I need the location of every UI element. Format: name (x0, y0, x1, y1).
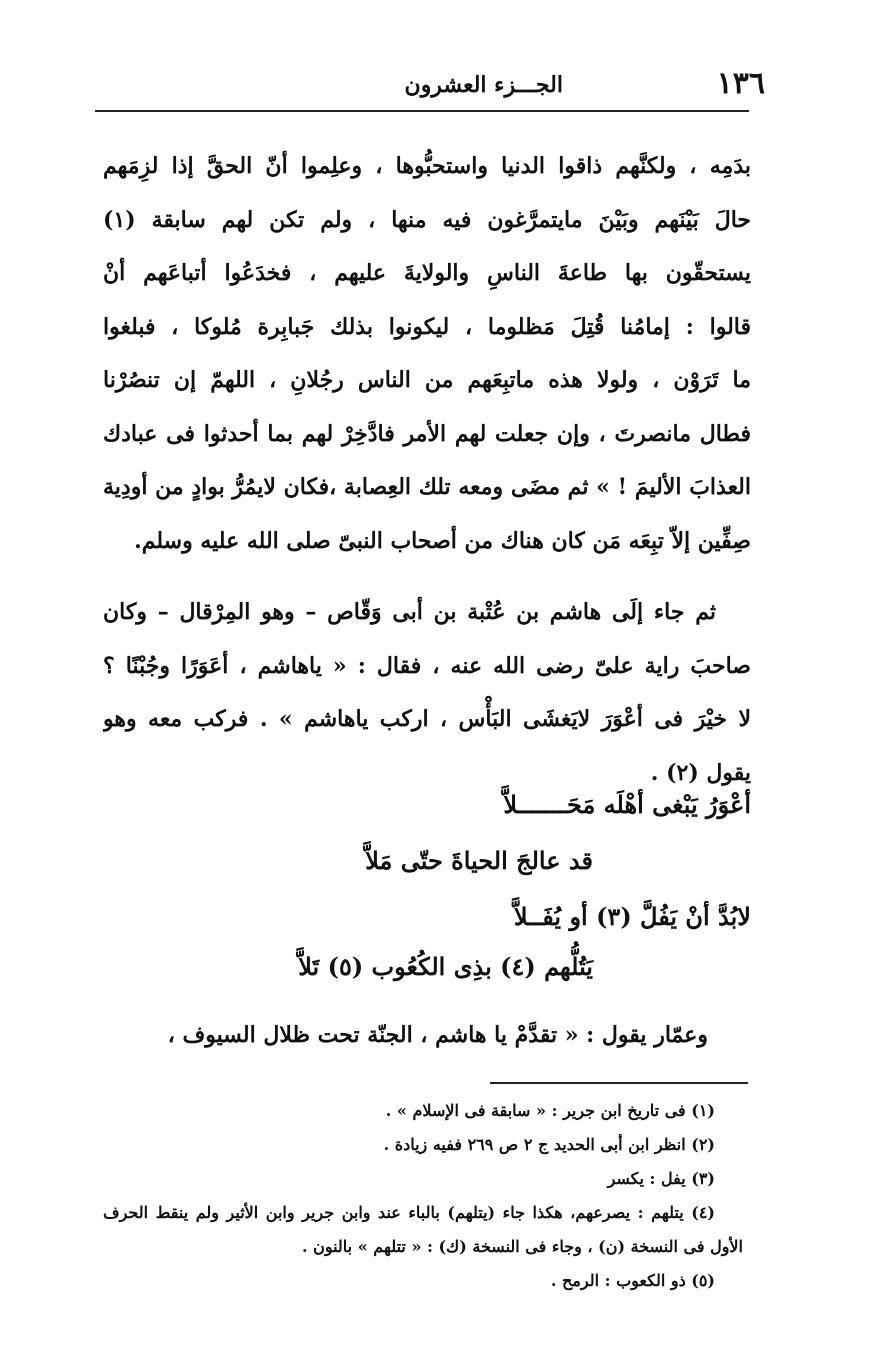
footnotes (103, 1094, 743, 1298)
footnote: الأول فى النسخة (ن) ، وجاء فى النسخة (ك) : « تتلهم » بالنون . (301, 1237, 743, 1256)
main-text (103, 140, 751, 800)
footnote: (٢) انظر ابن أبى الحديد ج ٢ ص ٢٦٩ ففيه زيادة . (383, 1135, 715, 1154)
verse-line: أعْوَرُ يَبْغى أهْلَه مَحَـــــــلاَّ (503, 790, 751, 819)
header-divider (95, 110, 749, 112)
closing-line: وعمّار يقول : « تقدَّمْ يا هاشم ، الجنّة تحت ظلال السيوف ، (167, 1022, 708, 1048)
footnote-divider (490, 1082, 748, 1084)
page-number: ١٣٦ (716, 66, 765, 101)
text-line: صِفِّين إلاّ تبِعَه مَن كان هناك من أصحاب النبىّ صلى الله عليه وسلم. (134, 527, 751, 554)
text-line: ثم جاء إلَى هاشم بن عُتْبة بن أبى وَقّاص – وهو المِرْقال – وكان (103, 599, 716, 625)
text-line: لا خيْرَ فى أعْوَرَ لايَغشَى البَأْس ، اركب ياهاشم » . فركب معه وهو (103, 706, 751, 732)
verse-line: قد عالجَ الحياةَ حتّى مَلاَّ (365, 846, 593, 875)
text-line: بدَمِه ، ولكنَّهم ذاقوا الدنيا واستحبُّوها ، وعلِموا أنّ الحقَّ إذا لزِمَهم (103, 153, 751, 179)
footnote: (٥) ذو الكعوب : الرمح . (550, 1271, 715, 1290)
verse-line: يَتُلُّهم (٤) بذِى الكُعُوب (٥) تَلاَّ (298, 952, 593, 981)
text-line: قالوا : إمامُنا قُتِلَ مَظلوما ، ليكونوا بذلك جَبابِرة مُلوكا ، فبلغوا (103, 313, 751, 340)
text-line: العذابَ الأليمَ ! » ثم مضَى ومعه تلك العِصابة ،فكان لايمُرُّ بوادٍ من أودِية (103, 474, 751, 500)
running-title: الجـــزء العشرون (404, 72, 563, 98)
footnote: (١) فى تاريخ ابن جرير : « سابقة فى الإسلام » . (385, 1101, 715, 1120)
text-line: حالَ بَيْنَهم وبَيْنَ مايتمرَّغون فيه منها ، ولم تكن لهم سابقة (١) (103, 206, 751, 233)
text-line: فطال مانصرتَ ، وإن جعلت لهم الأمر فادَّخِرْ لهم بما أحدثوا فى عبادك (103, 420, 751, 447)
footnote: (٣) يفل : يكسر (607, 1169, 715, 1188)
text-line: ما تَرَوْن ، ولولا هذه ماتبِعَهم من الناس رجُلانِ ، اللهمّ إن تنصُرْنا (103, 367, 751, 393)
text-line: يقول (٢) . (650, 759, 751, 786)
footnote: (٤) يتلهم : يصرعهم، هكذا جاء (يتلهم) بالباء عند وابن جرير وابن الأثير ولم ينقط الحرف (103, 1203, 715, 1222)
verse-line: لابُدَّ أنْ يَفُلَّ (٣) أو يُفَــلاَّ (513, 902, 751, 931)
text-line: صاحبَ راية علىّ رضى الله عنه ، فقال : « ياهاشم ، أعَوَرًا وجُبْنًا ؟ (103, 652, 751, 679)
text-line: يستحقّون بها طاعةَ الناسِ والولايةَ عليهم ، فخدَعُوا أتباعَهم أنْ (103, 260, 751, 286)
